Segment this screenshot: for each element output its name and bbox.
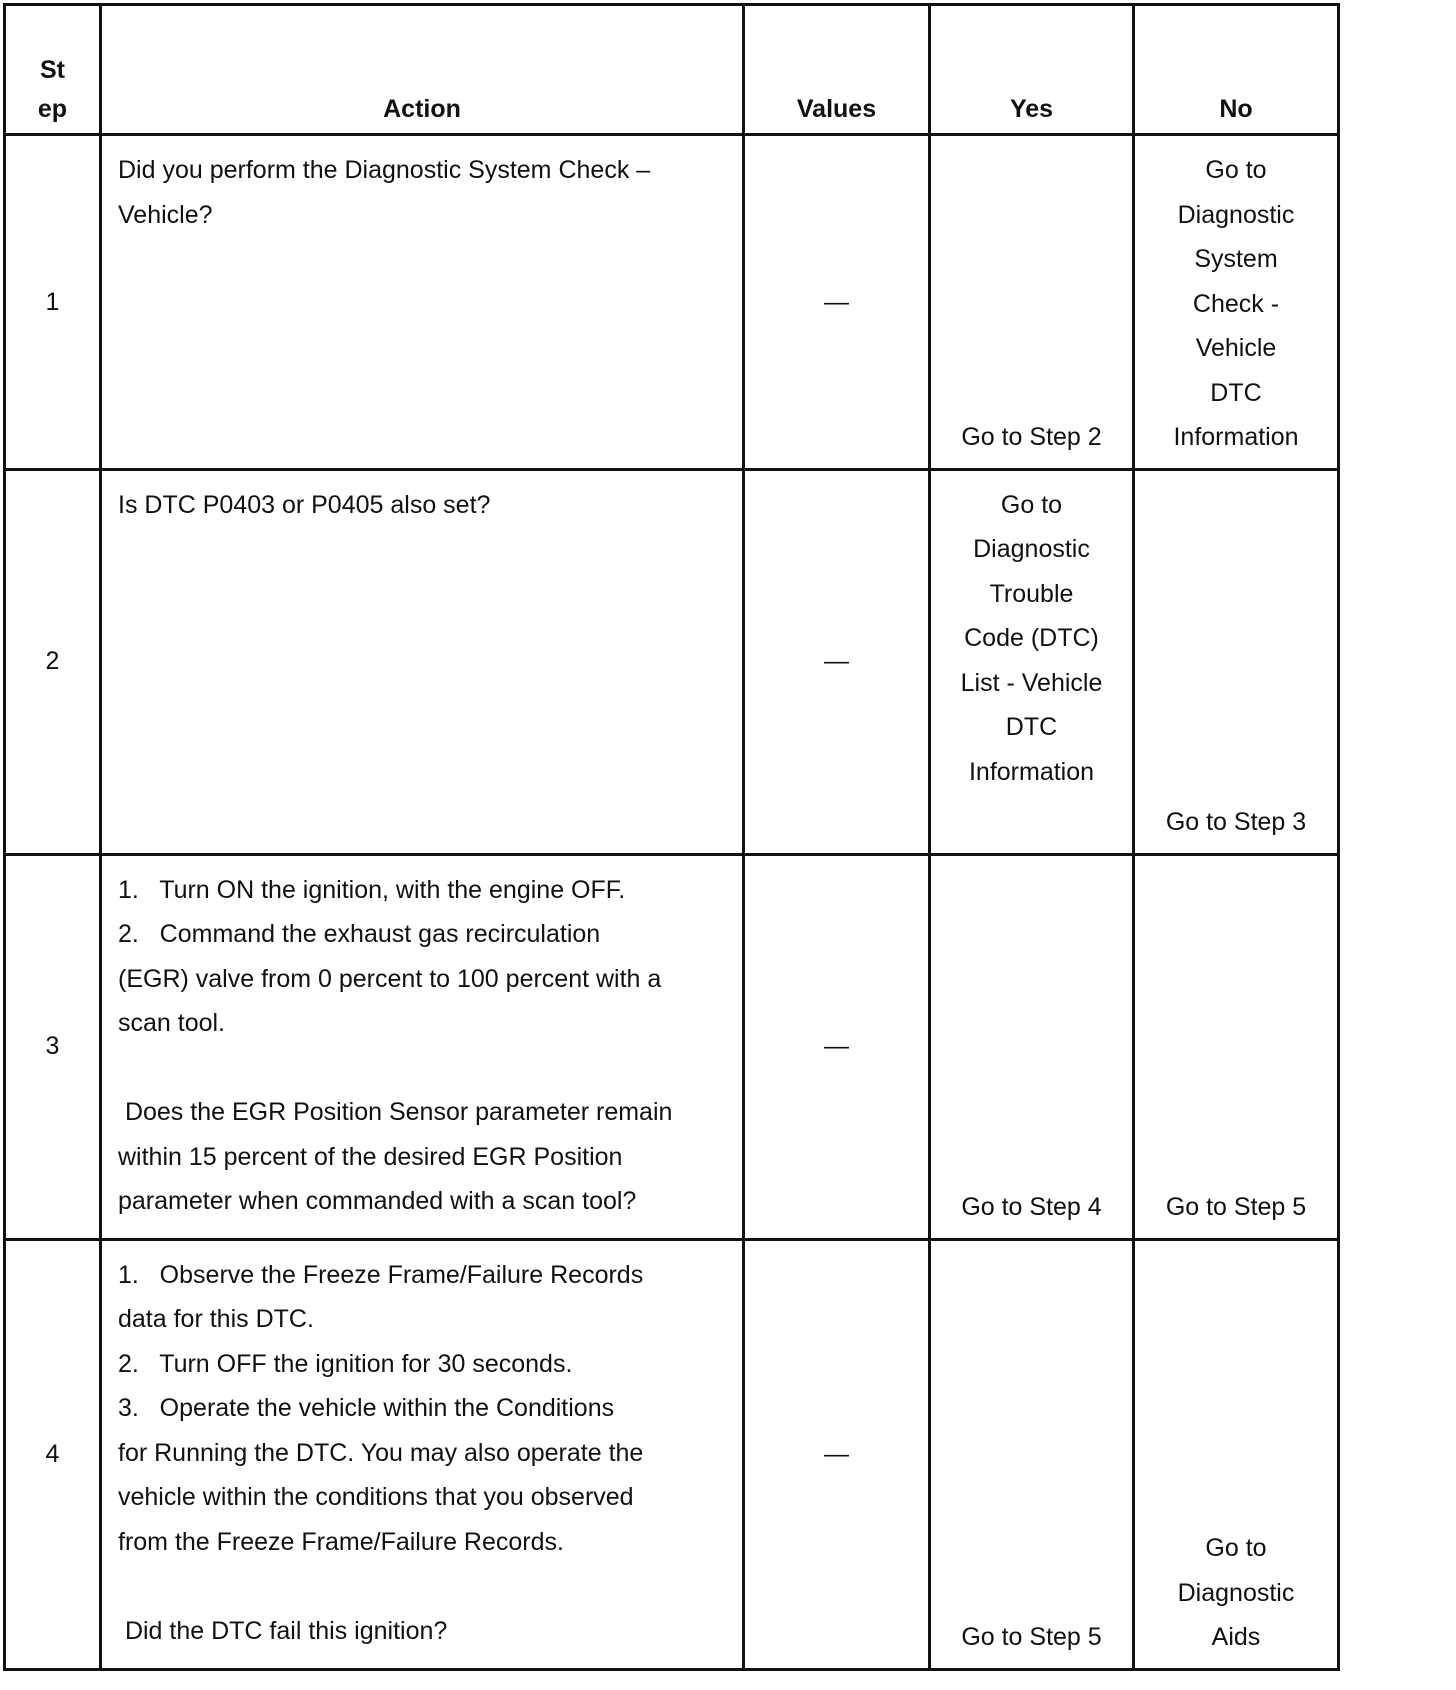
no-link[interactable]: Go to Step 5 [1165, 1193, 1307, 1221]
action-line: 1. Observe the Freeze Frame/Failure Records [118, 1260, 644, 1289]
action-cell [101, 1239, 744, 1669]
action-cell [101, 135, 744, 470]
header-step-line1: St [40, 56, 65, 84]
action-line: Did you perform the Diagnostic System Check – [118, 156, 651, 184]
step-number: 4 [5, 1239, 101, 1669]
header-no: No [1134, 5, 1339, 135]
action-line: 1. Turn ON the ignition, with the engine OFF. [118, 875, 626, 904]
diagnostic-table [3, 3, 1340, 1671]
no-line: DTC [1210, 378, 1262, 407]
values-cell: — [744, 469, 930, 854]
action-line: Vehicle? [118, 200, 213, 229]
no-link[interactable]: Go to Step 3 [1165, 808, 1307, 836]
yes-link[interactable]: Go to Step 4 [961, 1193, 1102, 1221]
no-cell [1134, 469, 1339, 854]
values-cell: — [744, 135, 930, 470]
action-cell [101, 469, 744, 854]
header-values: Values [744, 5, 930, 135]
table-row [5, 469, 1339, 854]
yes-line: List - Vehicle [960, 668, 1103, 697]
header-step-line2: ep [37, 95, 68, 123]
step-number: 3 [5, 854, 101, 1239]
action-line: 2. Turn OFF the ignition for 30 seconds. [118, 1349, 573, 1378]
no-line: Diagnostic [1177, 200, 1295, 229]
yes-line: Diagnostic [973, 535, 1090, 563]
action-line: from the Freeze Frame/Failure Records. [118, 1527, 564, 1556]
no-line: System [1194, 245, 1278, 273]
no-line: Check - [1192, 289, 1280, 318]
no-cell[interactable] [1134, 1239, 1339, 1669]
yes-line: Information [968, 757, 1095, 786]
yes-cell [930, 854, 1134, 1239]
table-row [5, 135, 1339, 470]
values-cell: — [744, 1239, 930, 1669]
no-line: Go to [1205, 156, 1267, 184]
yes-line: Go to [1000, 490, 1063, 519]
yes-line: Trouble [989, 579, 1074, 608]
yes-line: Code (DTC) [964, 624, 1099, 652]
yes-cell [930, 1239, 1134, 1669]
action-line: within 15 percent of the desired EGR Position [118, 1142, 623, 1171]
table-row [5, 1239, 1339, 1669]
no-line: Aids [1211, 1623, 1261, 1651]
action-line: 2. Command the exhaust gas recirculation [118, 920, 601, 948]
no-cell [1134, 854, 1339, 1239]
header-action: Action [101, 5, 744, 135]
yes-cell[interactable] [930, 469, 1134, 854]
yes-link[interactable]: Go to Step 5 [961, 1623, 1102, 1651]
yes-cell [930, 135, 1134, 470]
table-row [5, 854, 1339, 1239]
action-line: for Running the DTC. You may also operate the [118, 1438, 644, 1467]
action-line: Did the DTC fail this ignition? [118, 1616, 448, 1645]
action-spacer [118, 1564, 728, 1609]
no-line: Information [1173, 423, 1299, 451]
yes-link[interactable]: Go to Step 2 [961, 423, 1102, 451]
step-number: 1 [5, 135, 101, 470]
action-line: scan tool. [118, 1009, 226, 1037]
no-cell[interactable] [1134, 135, 1339, 470]
action-line: Does the EGR Position Sensor parameter remain [118, 1098, 673, 1126]
step-number: 2 [5, 469, 101, 854]
action-cell [101, 854, 744, 1239]
action-spacer [118, 1046, 728, 1091]
action-line: data for this DTC. [118, 1305, 314, 1333]
action-line: 3. Operate the vehicle within the Conditions [118, 1394, 615, 1422]
no-line: Diagnostic [1177, 1578, 1295, 1607]
action-line: (EGR) valve from 0 percent to 100 percent with a [118, 964, 662, 993]
action-line: parameter when commanded with a scan tool? [118, 1187, 637, 1215]
header-yes: Yes [930, 5, 1134, 135]
header-step [5, 5, 101, 135]
action-line: Is DTC P0403 or P0405 also set? [118, 490, 491, 519]
yes-line: DTC [1005, 713, 1058, 741]
action-line: vehicle within the conditions that you observed [118, 1483, 634, 1511]
header-row [5, 5, 1339, 135]
values-cell: — [744, 854, 930, 1239]
no-line: Go to [1205, 1534, 1267, 1562]
no-line: Vehicle [1195, 334, 1277, 362]
